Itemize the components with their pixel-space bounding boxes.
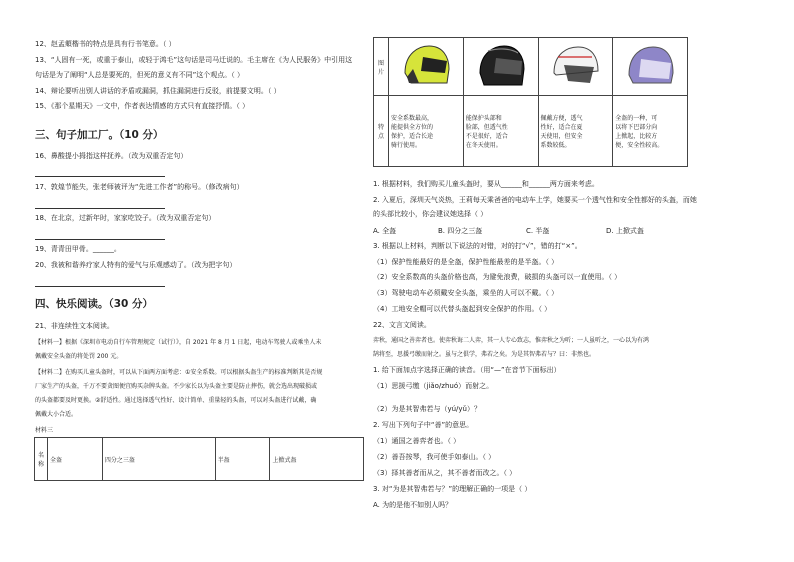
helmet-image-cell (538, 38, 613, 96)
table-col-half: 半盔 (215, 438, 270, 481)
table-col-three-quarter: 四分之三盔 (102, 438, 215, 481)
feature-line: 全盔的一种，可 (615, 115, 658, 123)
feature-line: 以将下巴部分向 (615, 124, 658, 132)
feature-cell-half (538, 96, 613, 167)
section-3-heading: 三、句子加工厂。（10 分） (35, 129, 164, 141)
feature-line: 脸部，但透气性 (465, 124, 508, 132)
question-18: 18、在北京，过新年时，家家吃饺子。（改为双重否定句） (35, 214, 216, 222)
question-20: 20、我被和谐养疗家人特有的爱气与乐观感动了。（改为把字句） (35, 261, 237, 269)
classical-q2-1: （1）通国之善弈者也。（ ） (373, 437, 461, 445)
material-1-line2: 佩戴安全头盔的将处罚 200 元。 (35, 353, 123, 360)
classical-q2: 2. 写出下列句子中“善”的意思。 (373, 421, 474, 429)
question-15: 15、《那个星期天》一文中，作者表达情感的方式只有直接抒情。（ ） (35, 102, 250, 110)
section-4-heading: 四、快乐阅读。（30 分） (35, 298, 154, 310)
feature-line: 能提供全方位的 (391, 124, 434, 132)
feature-line: 安全系数最高， (391, 115, 434, 123)
table-side-label: 名称 (35, 438, 48, 481)
material-2-line1: 【材料二】在购买儿童头盔时，可以从下面两方面考虑：①安全系数。可以根据头盔生产的标准判断其是否规 (35, 369, 323, 376)
feature-line: 天使用，但安全 (540, 133, 583, 141)
helmet-image-cell (389, 38, 464, 96)
reading-q2-line1: 2. 入夏后，深圳天气炎热，王莉每天乘爸爸的电动车上学，她要买一个透气性和安全性都好的头盔，而她 (373, 196, 697, 204)
option-b[interactable]: B. 四分之三盔 (438, 227, 483, 235)
table-col-flip: 上掀式盔 (270, 438, 364, 481)
feature-line: 能保护头部和 (465, 115, 502, 123)
option-a[interactable]: A. 全盔 (373, 227, 397, 235)
question-16: 16、鼻酸提小拇指这样抚养。（改为双重否定句） (35, 152, 188, 160)
question-22: 22、文言文阅读。 (373, 321, 431, 329)
classical-text-line1: 弈秋，通国之善弈者也。使弈秋诲二人弈，其一人专心致志，惟弈秋之为听；一人虽听之，一心以为有鸿 (373, 337, 650, 344)
feature-line: 便，安全性较高。 (615, 142, 664, 150)
helmet-image-cell (463, 38, 538, 96)
helmet-image-cell (613, 38, 688, 96)
helmet-table-part2 (373, 37, 688, 167)
helmet-table-part1 (34, 437, 364, 481)
classical-q1-2: （2）为是其智弗若与（yú/yǔ）？ (373, 405, 481, 413)
three-quarter-helmet-purple-icon (623, 43, 677, 89)
feature-line: 不是很好，适合 (465, 133, 508, 141)
judge-1: （1）保护性能最好的是全盔，保护性能最差的是半盔。（ ） (373, 258, 559, 266)
material-1-line1: 【材料一】根据《深圳市电动自行车管理规定（试行）》，自 2021 年 8 月 1 日起，电动车驾驶人或乘坐人未 (35, 339, 322, 346)
classical-q3: 3. 对“为是其智弗若与？”的理解正确的一项是（ ） (373, 485, 532, 493)
reading-q1: 1. 根据材料，我们购买儿童头盔时，要从______和______两方面来考虑。 (373, 180, 599, 188)
full-helmet-yellow-icon (399, 43, 453, 89)
option-c[interactable]: C. 半盔 (526, 227, 550, 235)
half-helmet-white-icon (548, 43, 602, 89)
feature-line: 佩戴方便，透气 (540, 115, 583, 123)
classical-q3-option-a[interactable]: A. 为的是他不如别人吗？ (373, 501, 453, 509)
feature-cell-flip (613, 96, 688, 167)
classical-q2-3: （3）择其善者而从之，其不善者而改之。（ ） (373, 469, 517, 477)
table-col-full: 全盔 (48, 438, 103, 481)
question-13-line1: 13、“人固有一死，或重于泰山，或轻于鸿毛”这句话是司马迁说的。毛主席在《为人民服务》中引用这 (35, 56, 353, 64)
question-19: 19、青青田甲骨。______。 (35, 245, 121, 253)
classical-q2-2: （2）善吾按琴，我可使手如泰山。（ ） (373, 453, 496, 461)
question-17: 17、敦煌节能失，张老师被评为“先进工作者”的称号。（修改病句） (35, 183, 244, 191)
feature-line: 骑行使用。 (391, 142, 422, 150)
answer-line-16[interactable] (35, 169, 165, 177)
feature-cell-three-quarter (463, 96, 538, 167)
question-21: 21、非连续性文本阅读。 (35, 322, 114, 330)
answer-line-20[interactable] (35, 279, 165, 287)
classical-q1: 1. 给下面加点字选择正确的读音。（用“—”在音节下面标出） (373, 366, 561, 374)
material-2-line3: 的头盔都要及时更换。②舒适性。通过选择透气性好、设计简单、重量轻的头盔，可以对头盔进行试戴，确 (35, 397, 317, 404)
feature-line: 系数较低。 (540, 142, 571, 150)
feature-cell-full (389, 96, 464, 167)
reading-q2-line2: 的头部比较小，你会建议她选择（ ） (373, 210, 488, 218)
classical-q1-1: （1）思援弓缴（jiǎo/zhuó）而射之。 (373, 382, 494, 390)
answer-line-18[interactable] (35, 232, 165, 240)
question-13-line2: 句话是为了阐明“人总是要死的，但死的意义有不同”这个观点。（ ） (35, 71, 244, 79)
row-label-image: 图片 (374, 38, 389, 96)
answer-line-17[interactable] (35, 201, 165, 209)
option-d[interactable]: D. 上掀式盔 (606, 227, 644, 235)
judge-3: （3）驾驶电动车必须戴安全头盔，乘坐的人可以不戴。（ ） (373, 289, 559, 297)
judge-4: （4）工地安全帽可以代替头盔起到安全保护的作用。（ ） (373, 305, 552, 313)
question-14: 14、辩论要听出别人讲话的矛盾或漏洞，抓住漏洞进行反驳，前提要文明。（ ） (35, 87, 281, 95)
reading-q3: 3. 根据以上材料，判断以下说法的对错，对的打“√”，错的打“×”。 (373, 242, 582, 250)
material-2-line2: 厂家生产的头盔，千万不要贪图便宜购买杂牌头盔。不少家长以为头盔主要是防止摔伤，就会选出现破损或 (35, 383, 318, 390)
question-12: 12、赵孟頫楷书的特点是具有行书笔意。（ ） (35, 40, 176, 48)
judge-2: （2）安全系数高的头盔价格也高，为避免浪费，破损的头盔可以一直使用。（ ） (373, 273, 622, 281)
feature-line: 上掀起，比较方 (615, 133, 658, 141)
feature-line: 保护，适合长途 (391, 133, 434, 141)
feature-line: 性好，适合在夏 (540, 124, 583, 132)
classical-text-line2: 鹄将至，思援弓缴而射之。虽与之俱学，弗若之矣。为是其智弗若与？曰：非然也。 (373, 351, 596, 358)
feature-line: 在冬天使用。 (465, 142, 502, 150)
material-3-label: 材料三 (35, 427, 54, 434)
full-helmet-black-icon (474, 43, 528, 89)
material-2-line4: 佩戴大小合适。 (35, 411, 78, 418)
row-label-feature: 特点 (374, 96, 389, 167)
